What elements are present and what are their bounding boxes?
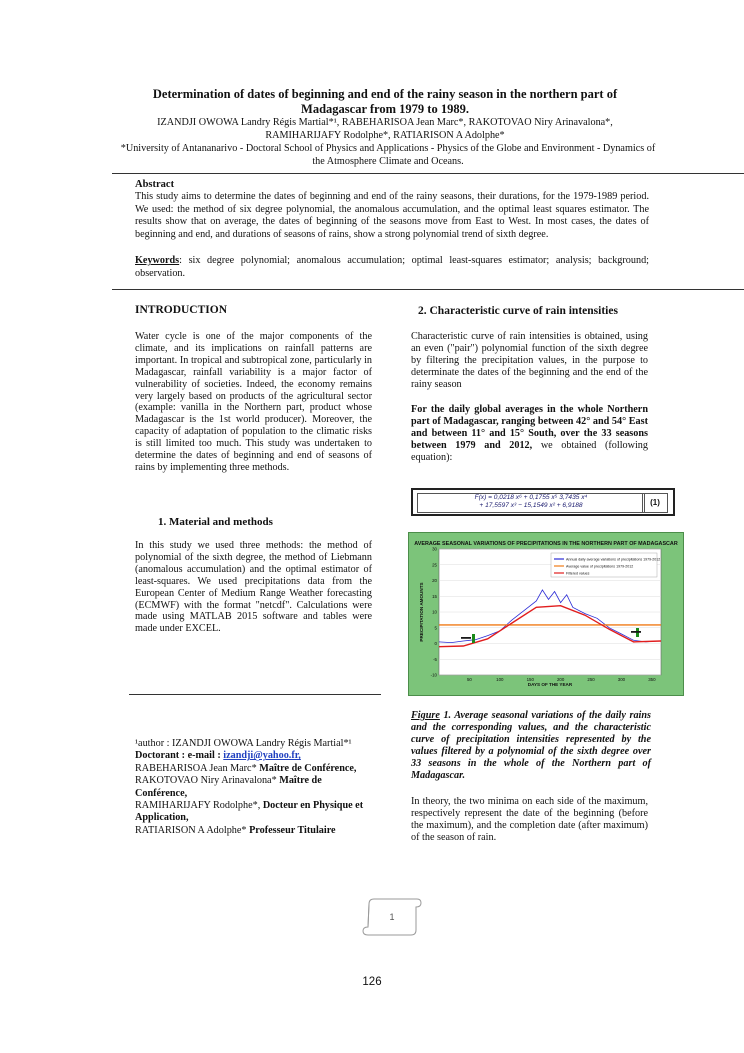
methods-text: In this study we used three methods: the method of polynomial of the sixth degree, the method of Liebmann (anomalous accumulation) and the optimal estimator of least-squares. We used precipitations data from the European Center of Medium Range Weather forecasting (ECMWF) with the format "netcdf". Calculations were made using MATLAB 2015 software and tables were made under EXCEL. [135,540,372,635]
author-note-line-5 [135,800,375,825]
caption-text: 1. Average seasonal variations of the daily rains and the corresponding values, and the characteristic curve of precipitation intensities represented by the values filtered by a polynomial of the sixth degree over 33 seasons in the whole of the Northern part of Madagascar. [411,710,651,781]
abstract-text: This study aims to determine the dates of beginning and end of the rainy seasons, their durations, for the 1979-1989 period. We used: the method of six degree polynomial, the anomalous accumulation, and the optimal least squares estimator. The results show that on average, the dates of beginning of the seasons move from East to West. In most cases, the dates of beginning and end, and durations of seasons of rains, show a strong polynomial trend of sixth degree. [135,191,649,240]
abstract-heading: Abstract [135,179,175,190]
author-note-line-2 [135,750,375,762]
y-tick-label: 15 [432,593,437,599]
equation-line-2: + 17,5597 x³ − 15,1549 x² + 6,9188 [479,502,583,509]
author-note-line-3 [135,763,375,775]
figure-after-text: In theory, the two minima on each side of the maximum, respectively represent the date of the beginning (before the maximum), and the completion date (after maximum) of the season of rain. [411,796,648,843]
author-note-line-6 [135,825,375,837]
y-tick-label: 30 [432,546,437,552]
legend-label: Filtered values [566,571,590,576]
legend [551,553,660,577]
x-tick-label: 350 [648,677,656,682]
author-name: RATIARISON A Adolphe* [135,824,250,836]
y-tick-label: 0 [434,641,437,647]
y-tick-label: 25 [432,562,437,568]
author-name: RAKOTOVAO Niry Arinavalona* [135,775,280,787]
intro-text: Water cycle is one of the major components of the climate, and its implications on rainfall patterns are important. In tropical and subtropical zone, particularly in Madagascar, rainfall variability is a major factor of vulnerability of societies. Indeed, the economy remains very largely based on products of the agricultural sector (example: vanilla in the Northern part, product whose Madagascar is the 1st world producer). Moreover, the capacity of adaptation of population to the climatic risks is still limited too much. This study was undertaken to determine the dates of beginning and end of seasons of rains by implementing three methods. [135,331,372,473]
section2-text: Characteristic curve of rain intensities is obtained, using an even ("pair") polynomial function of the sixth degree by filtering the precipitation values, in the purpose to determinate the dates of the beginning and the end of the rainy season [411,331,648,390]
equation-number: (1) [642,493,668,513]
divider-footnote [129,694,381,695]
scroll-number: 1 [389,912,395,922]
season-start-marker [472,634,475,643]
y-tick-label: 20 [432,578,437,584]
x-tick-label: 300 [617,677,626,682]
legend-label: Annual daily average variations of precipitations 1979-2012 [566,557,661,562]
paper-title: Determination of dates of beginning and end of the rainy season in the northern part of Madagascar from 1979 to 1989. [152,87,618,116]
chart-title: AVERAGE SEASONAL VARIATIONS OF PRECIPITATIONS IN THE NORTHERN PART OF MADAGASCAR [414,541,678,547]
y-tick-label: -10 [430,672,437,678]
author-note-line-4 [135,775,375,800]
section2-heading: 2. Characteristic curve of rain intensities [418,305,618,317]
precipitation-chart [409,533,683,695]
equation-box [411,488,675,516]
doctorant-label: Doctorant : e-mail : [135,750,224,762]
page-number: 126 [362,976,382,988]
author-note-line-1: ¹author : IZANDJI OWOWA Landry Régis Martial*¹ [135,738,352,749]
keywords-text: : six degree polynomial; anomalous accumulation; optimal least-squares estimator; analysis; background; observation. [135,255,649,279]
methods-heading: 1. Material and methods [158,516,273,528]
author-title: Maître de Conférence, [259,762,357,774]
figure-1 [408,532,684,696]
x-tick-label: 150 [526,677,534,682]
equation-line-1: F(x) = 0,0218 x⁶ + 0,1755 x⁵ 3,7435 x⁴ [474,494,588,501]
y-tick-label: 10 [432,609,437,615]
caption-label: Figure [411,710,440,721]
keywords [135,255,649,280]
author-title: Docteur en Physique et Application, [135,800,364,824]
x-tick-label: 200 [556,677,565,682]
author-title: Professeur Titulaire [249,824,336,836]
author-title: Maître de Conférence, [135,775,322,799]
keywords-label: Keywords [135,255,180,266]
section2-bold-text: For the daily global averages in the whole Northern part of Madagascar, ranging between 42° and 54° East and between 11° and 15° South, over the 33 seasons between 1979 and 2012, [411,404,648,451]
section2-data-text [411,404,648,464]
author-name: RABEHARISOA Jean Marc* [135,762,260,774]
author-list [110,117,660,142]
y-axis-label: PRECIPITATION AMOUNTS [419,582,424,642]
legend-label: Average value of precipitations 1979-2012 [566,564,634,569]
y-axis-ticks [431,547,438,678]
author-name: RAMIHARIJAFY Rodolphe*, [135,800,263,812]
divider-top [112,173,744,174]
figure-caption [411,710,651,782]
author-note [135,738,375,837]
authors-line-2: RAMIHARIJAFY Rodolphe*, RATIARISON A Adolphe* [265,129,505,141]
y-tick-label: 5 [434,625,437,631]
divider-abstract [112,289,744,290]
y-tick-label: -5 [433,656,437,662]
x-tick-label: 50 [466,677,472,682]
x-tick-label: 250 [587,677,595,682]
page-scroll-ornament [361,896,423,938]
x-tick-label: 100 [496,677,504,682]
authors-line-1: IZANDJI OWOWA Landry Régis Martial*¹, RABEHARISOA Jean Marc*, RAKOTOVAO Niry Arinavalona*, [157,117,613,128]
email-link[interactable]: izandji@yahoo.fr, [223,750,301,762]
end-marker-bar [631,631,641,633]
intro-heading: INTRODUCTION [135,304,228,316]
section2-tail-text: we obtained (following equation): [411,439,648,463]
start-marker-bar [461,637,471,639]
equation [417,493,645,513]
affiliation: *University of Antananarivo - Doctoral School of Physics and Applications - Physics of the Globe and Environment - Dynamics of the Atmosphere Climate and Oceans. [120,143,656,167]
x-axis-label: DAYS OF THE YEAR [527,682,573,687]
